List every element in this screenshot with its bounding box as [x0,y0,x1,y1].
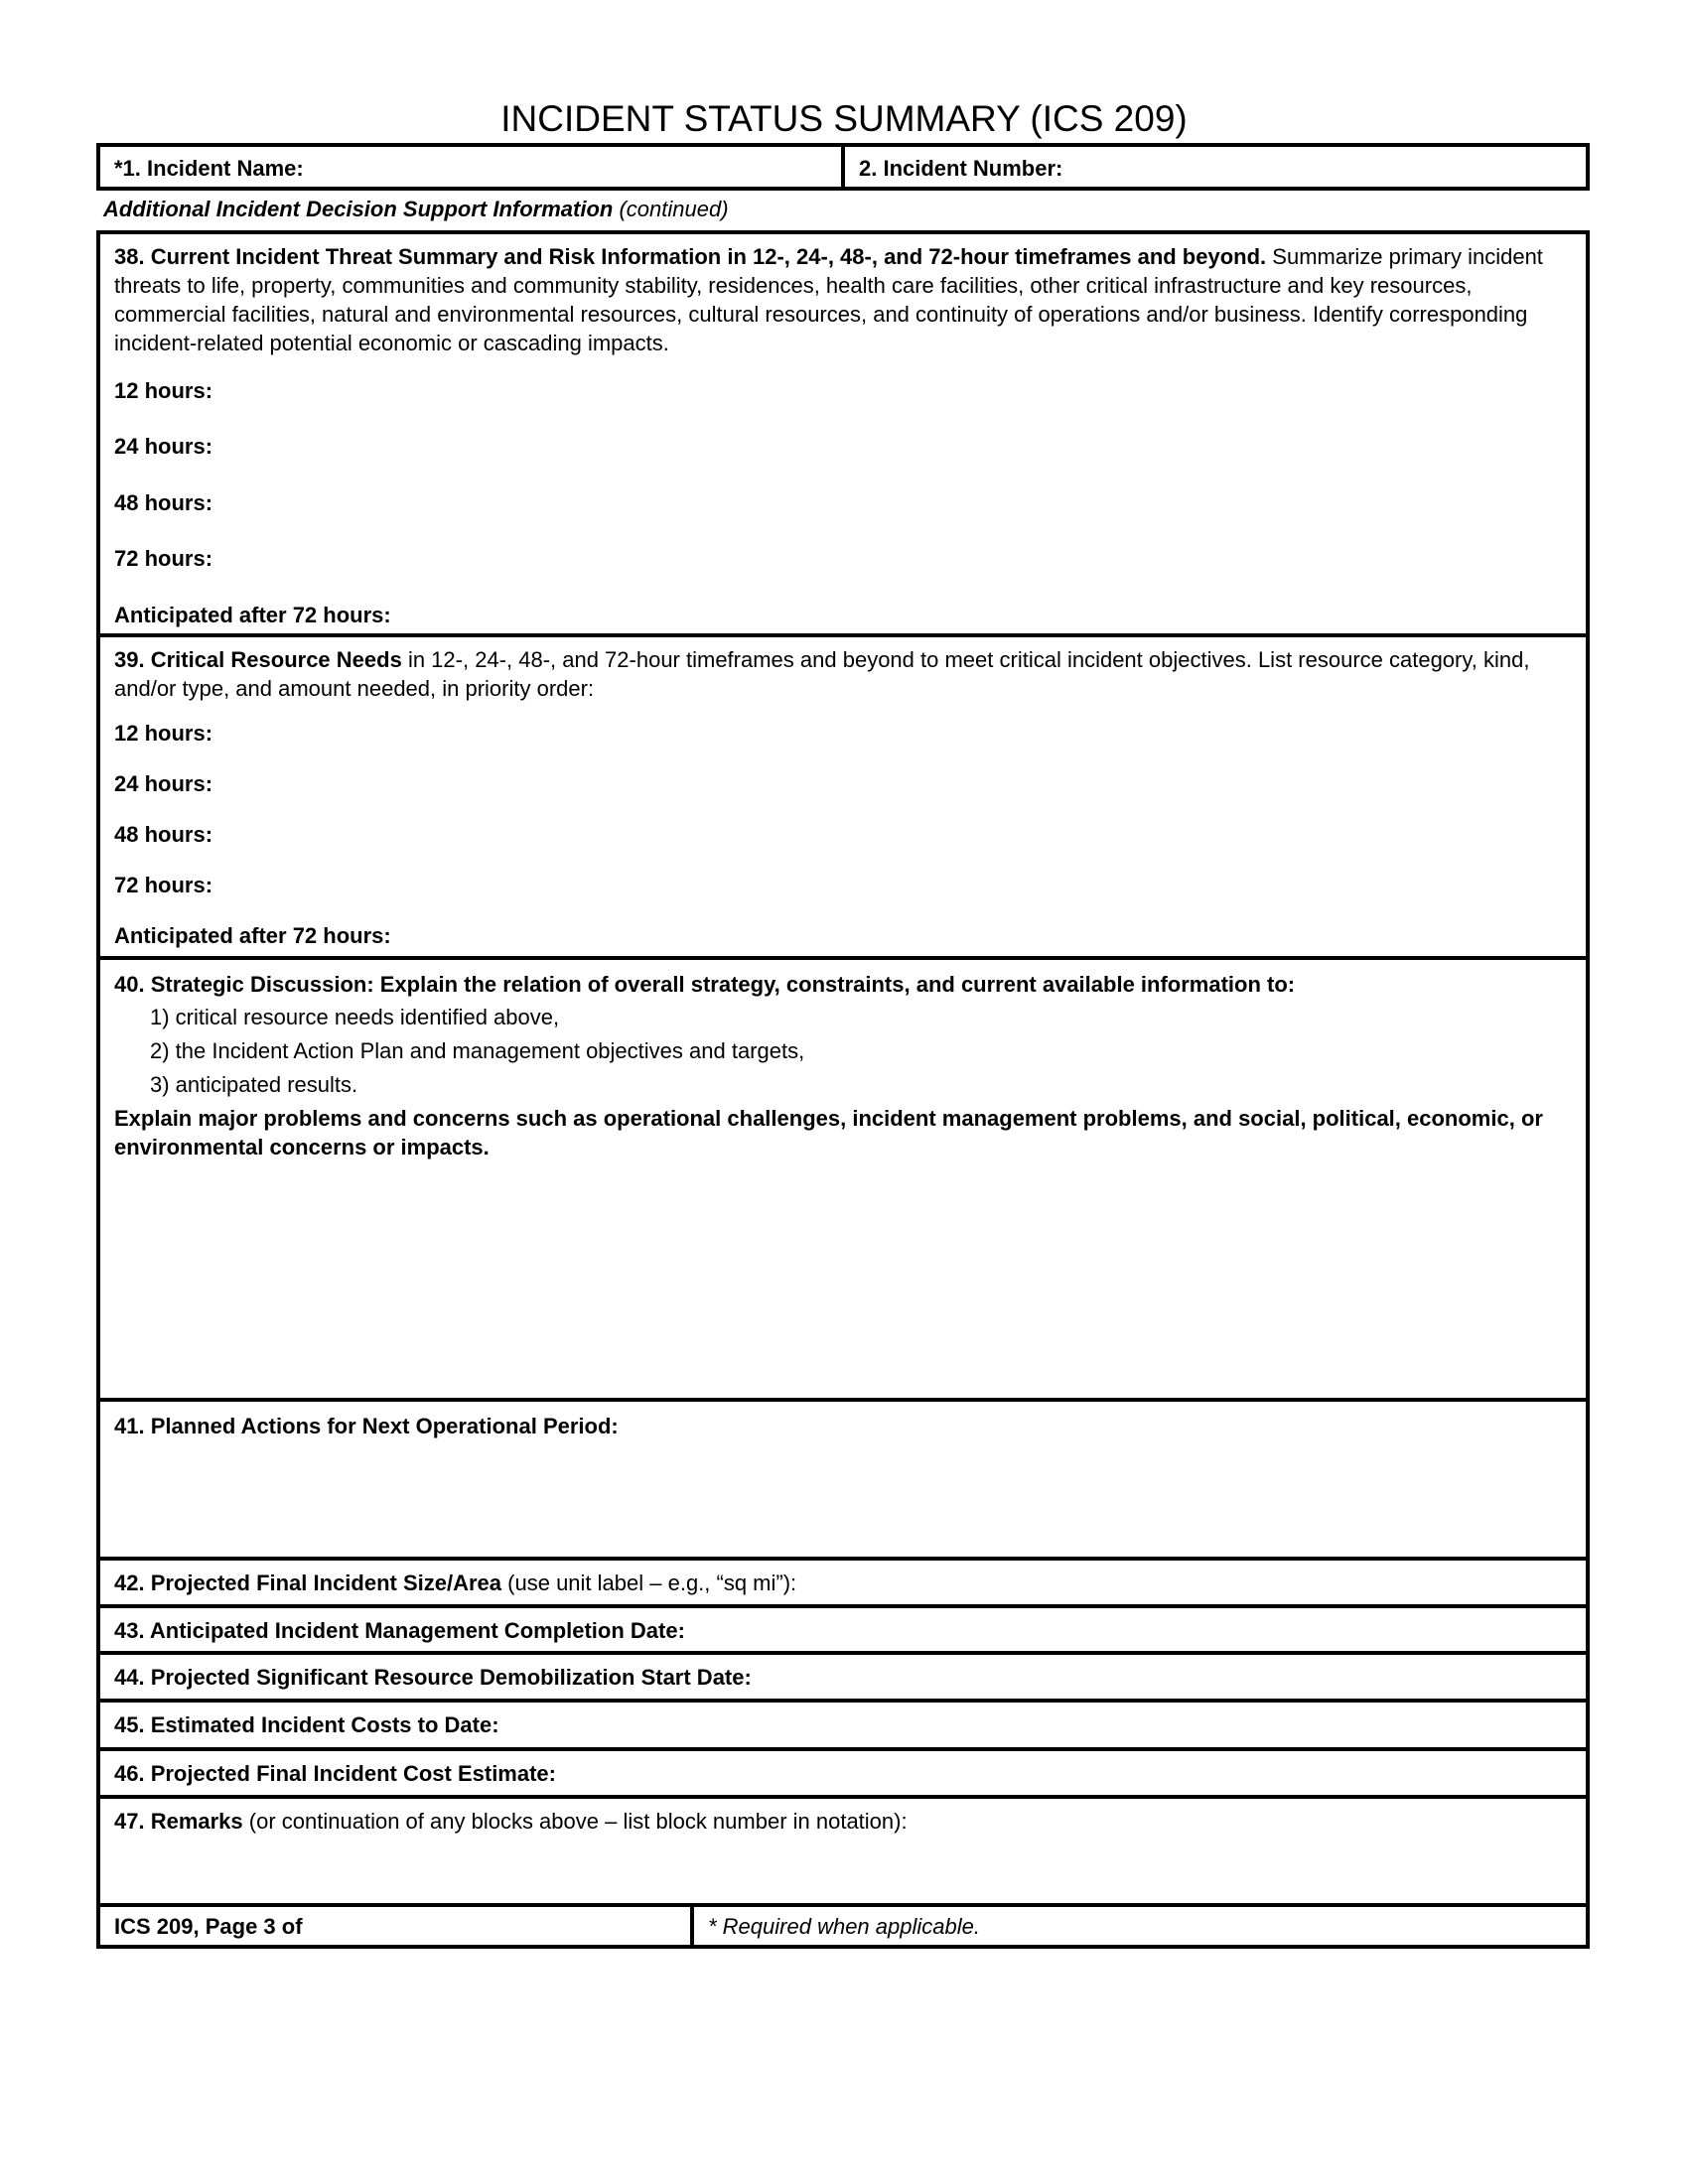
sec38-48-hours-label: 48 hours: [114,490,213,515]
subheading-continued: (continued) [619,197,729,221]
sec40-item-1: 1) critical resource needs identified above, [150,1005,560,1029]
section-42-label-wrap [114,1561,1566,1597]
section-39-title: 39. Critical Resource Needs [114,647,402,672]
section-41-label: 41. Planned Actions for Next Operational Period: [114,1414,619,1438]
sec38-24-hours-label: 24 hours: [114,434,213,459]
section-43-completion-date-field[interactable] [96,1604,1590,1655]
section-46-final-cost-estimate-field[interactable] [96,1747,1590,1799]
sec39-72-hours-label: 72 hours: [114,873,213,897]
sec38-72-hours-label: 72 hours: [114,546,213,571]
page-number-label: ICS 209, Page 3 of [114,1914,303,1939]
sec39-48-hours-label: 48 hours: [114,822,213,847]
section-39-critical-resource-needs[interactable] [96,633,1590,960]
sec38-after-72-hours-label: Anticipated after 72 hours: [114,603,391,627]
section-40-strategic-discussion[interactable] [96,956,1590,1402]
section-45-label: 45. Estimated Incident Costs to Date: [114,1712,499,1737]
page-number-field[interactable] [100,1907,694,1945]
section-42-label: 42. Projected Final Incident Size/Area [114,1570,502,1595]
required-note: * Required when applicable. [708,1914,980,1939]
subheading-main: Additional Incident Decision Support Information [103,197,614,221]
sec40-item-2: 2) the Incident Action Plan and management objectives and targets, [150,1038,805,1063]
section-42-unit-hint: (use unit label – e.g., “sq mi”): [507,1570,797,1595]
section-40-explain: Explain major problems and concerns such as operational challenges, incident management problems, and social, political, economic, or environmental concerns or impacts. [114,1106,1543,1160]
section-41-planned-actions[interactable] [96,1398,1590,1561]
section-38-threat-summary[interactable] [96,230,1590,637]
section-47-label-wrap [114,1799,1566,1836]
section-46-label: 46. Projected Final Incident Cost Estimate: [114,1761,556,1786]
section-45-costs-to-date-field[interactable] [96,1699,1590,1751]
section-42-projected-size-field[interactable] [96,1557,1590,1608]
section-39-description: in 12-, 24-, 48-, and 72-hour timeframes and beyond to meet critical incident objectives. List resource category, kind, and/or type, and amount needed, in priority order: [114,647,1530,701]
section-43-label: 43. Anticipated Incident Management Completion Date: [114,1618,685,1643]
section-47-hint: (or continuation of any blocks above – list block number in notation): [248,1809,908,1834]
sec39-12-hours-label: 12 hours: [114,721,213,746]
section-subheading [103,196,729,223]
sec39-after-72-hours-label: Anticipated after 72 hours: [114,923,391,948]
section-39-heading [114,637,1566,703]
section-38-title: 38. Current Incident Threat Summary and Risk Information in 12-, 24-, 48-, and 72-hour timeframes and beyond. [114,244,1267,269]
form-title: INCIDENT STATUS SUMMARY (ICS 209) [500,98,1188,139]
section-44-demob-start-date-field[interactable] [96,1651,1590,1703]
sec38-12-hours-label: 12 hours: [114,378,213,403]
section-38-heading [114,234,1566,357]
section-44-label: 44. Projected Significant Resource Demobilization Start Date: [114,1665,752,1690]
incident-number-label: 2. Incident Number: [859,156,1063,181]
section-47-label: 47. Remarks [114,1809,243,1834]
incident-name-field[interactable] [100,147,845,187]
form-footer [96,1903,1590,1949]
section-40-title: 40. Strategic Discussion: Explain the relation of overall strategy, constraints, and current available information to: [114,972,1296,997]
sec39-24-hours-label: 24 hours: [114,771,213,796]
incident-number-field[interactable] [845,147,1586,187]
sec40-item-3: 3) anticipated results. [150,1072,358,1097]
section-38-description: Summarize primary incident threats to life, property, communities and community stability, residences, health care facilities, other critical infrastructure and key resources, commercial facilities, natural and environmental resources, cultural resources, and continuity of operations and/or business. Identify corresponding incident-related potential economic or cascading impacts. [114,244,1543,355]
section-47-remarks-field[interactable] [96,1795,1590,1907]
incident-name-label: *1. Incident Name: [114,156,304,181]
header-row [96,143,1590,191]
